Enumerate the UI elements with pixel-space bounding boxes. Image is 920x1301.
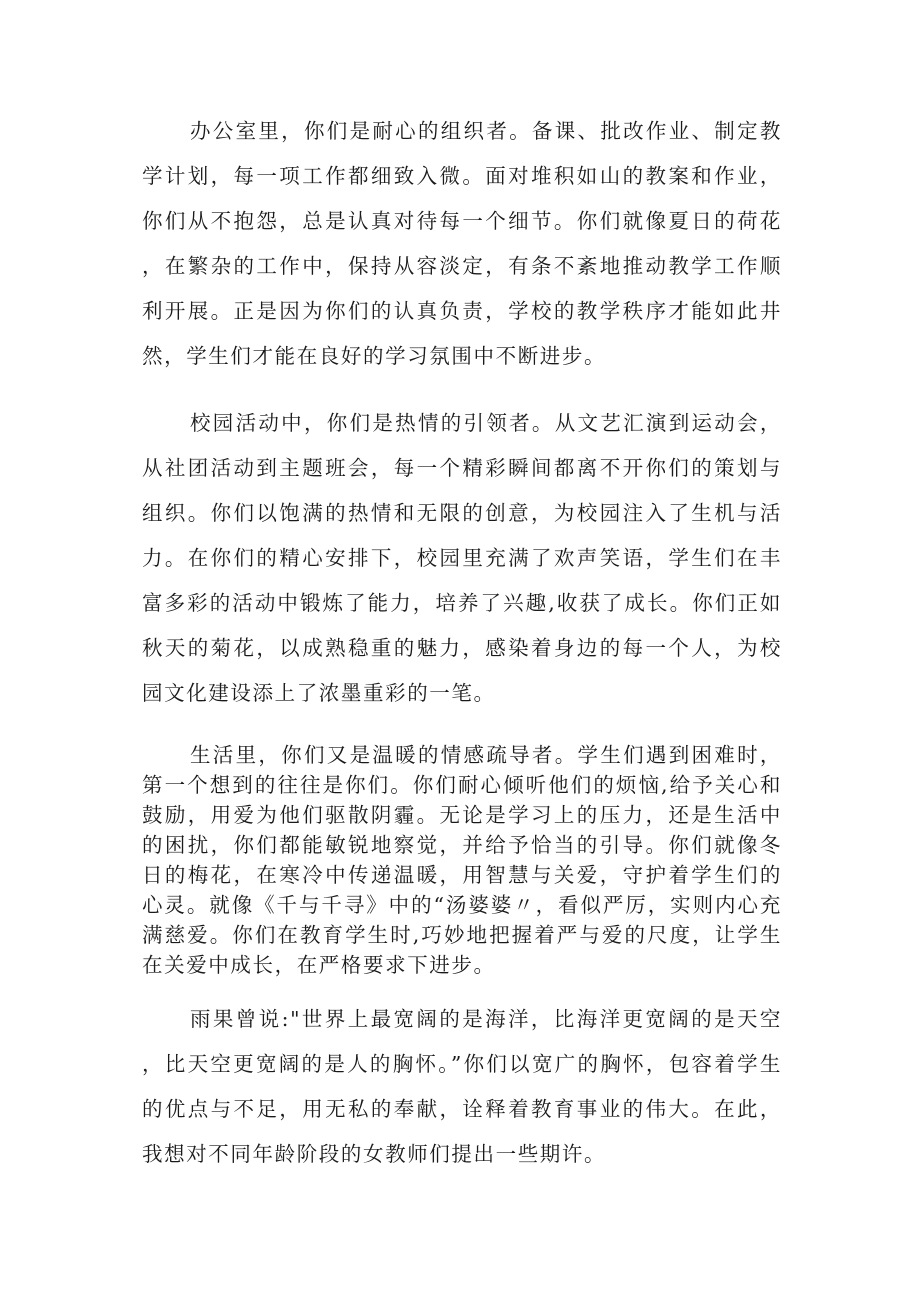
paragraph-hugo-quote: 雨果曾说:"世界上最宽阔的是海洋，比海洋更宽阔的是天空，比天空更宽阔的是人的胸怀。”你们以宽广的胸怀，包容着学生的优点与不足，用无私的奉献，诠释着教育事业的伟大。在此，我想对不同年龄阶段的女教师们提出一些期许。 xyxy=(142,1007,782,1166)
paragraph-office: 办公室里，你们是耐心的组织者。备课、批改作业、制定教学计划，每一项工作都细致入微。面对堆积如山的教案和作业，你们从不抱怨，总是认真对待每一个细节。你们就像夏日的荷花，在繁杂的工作中，保持从容淡定，有条不紊地推动教学工作顺利开展。正是因为你们的认真负责，学校的教学秩序才能如此井然，学生们才能在良好的学习氛围中不断进步。 xyxy=(142,119,782,368)
paragraph-campus-activities: 校园活动中，你们是热情的引领者。从文艺汇演到运动会，从社团活动到主题班会，每一个精彩瞬间都离不开你们的策划与组织。你们以饱满的热情和无限的创意，为校园注入了生机与活力。在你们的精心安排下，校园里充满了欢声笑语，学生们在丰富多彩的活动中锻炼了能力，培养了兴趣,收获了成长。你们正如秋天的菊花，以成熟稳重的魅力，感染着身边的每一个人，为校园文化建设添上了浓墨重彩的一笔。 xyxy=(142,411,782,705)
paragraph-daily-life: 生活里，你们又是温暖的情感疏导者。学生们遇到困难时，第一个想到的往往是你们。你们耐心倾听他们的烦恼,给予关心和鼓励，用爱为他们驱散阴霾。无论是学习上的压力，还是生活中的困扰，你们都能敏锐地察觉，并给予恰当的引导。你们就像冬日的梅花，在寒冷中传递温暖，用智慧与关爱，守护着学生们的心灵。就像《千与千寻》中的“汤婆婆〃，看似严厉，实则内心充满慈爱。你们在教育学生时,巧妙地把握着严与爱的尺度，让学生在关爱中成长，在严格要求下进步。 xyxy=(142,743,782,977)
